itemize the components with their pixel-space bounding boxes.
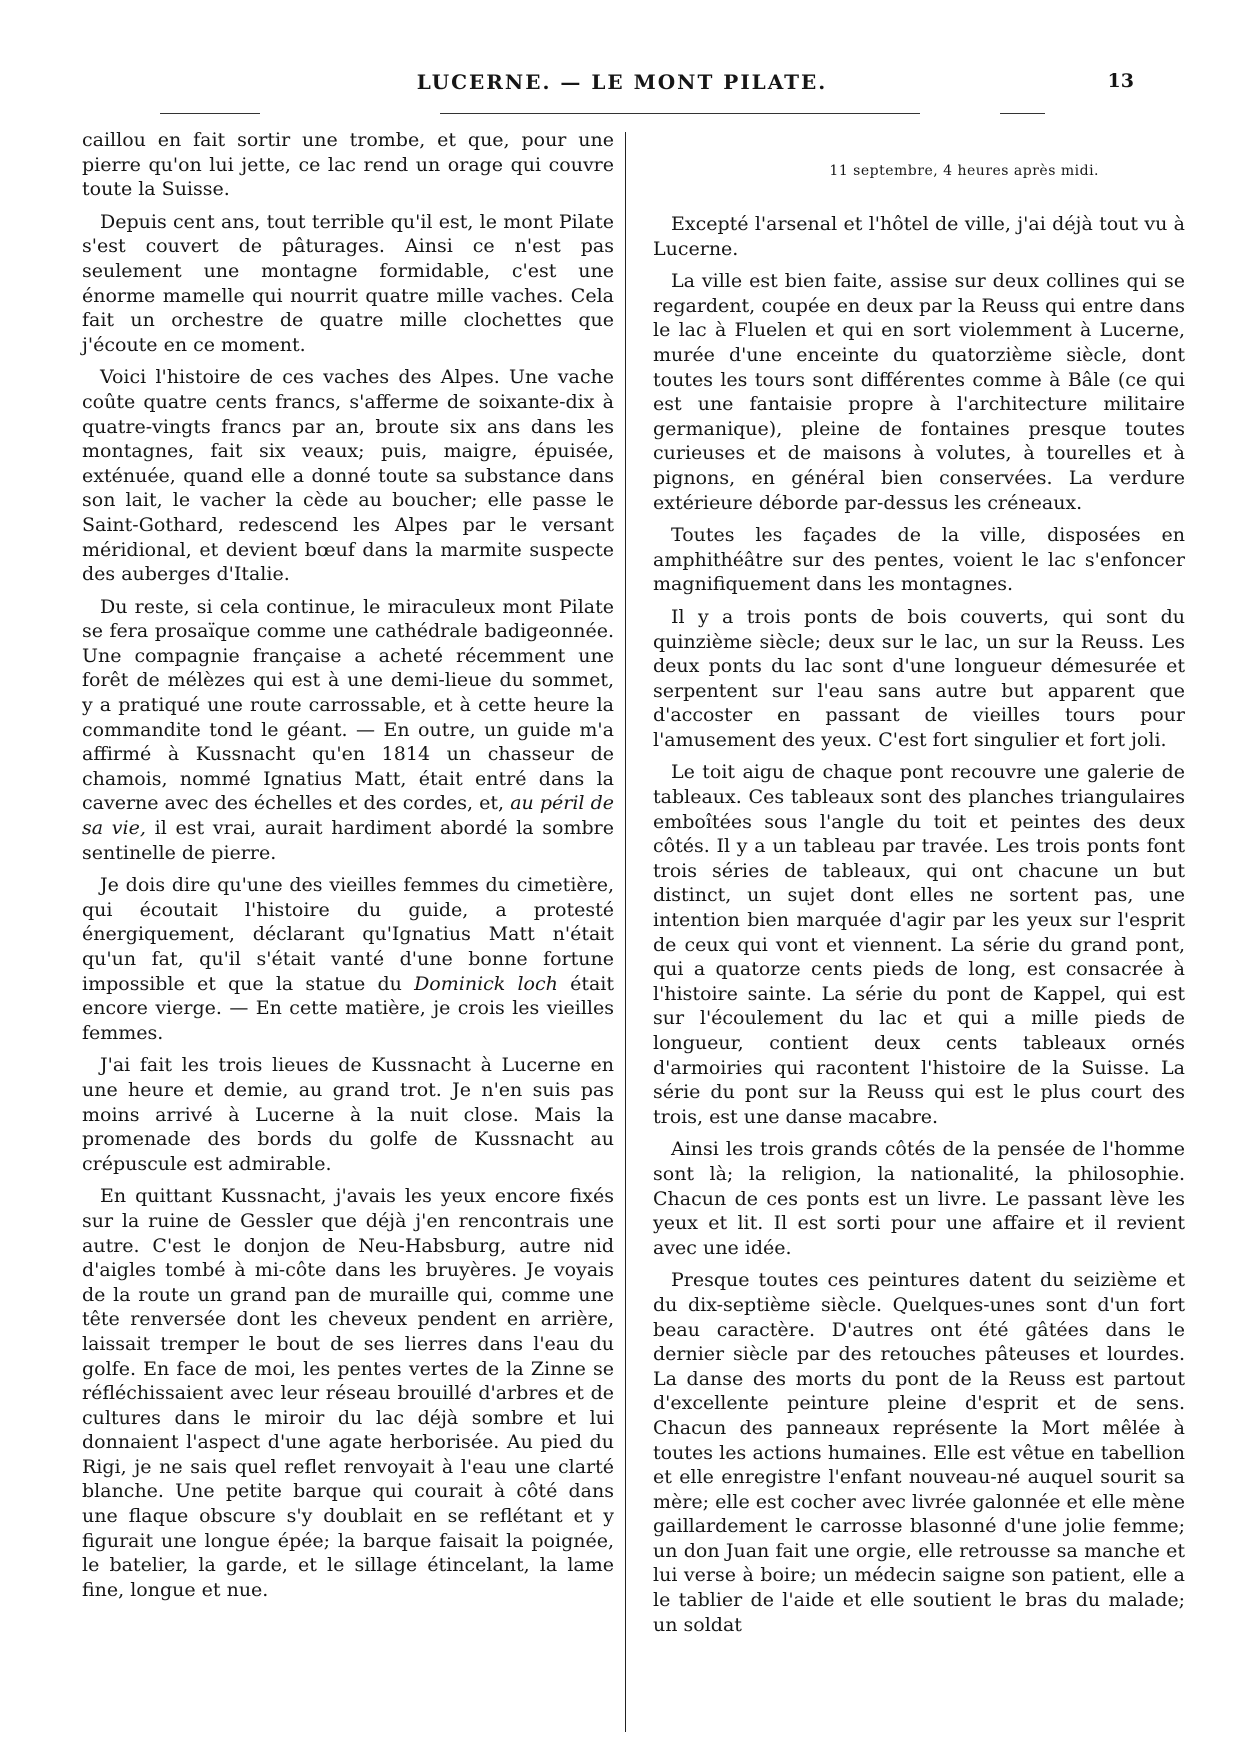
- paragraph: [82, 595, 614, 866]
- paragraph: Presque toutes ces peintures datent du seizième et du dix-septième siècle. Quelques-unes sont d'un fort beau caractère. D'autres ont été gâtées dans le dernier siècle par des retouches pâteuses et lourdes. La danse des morts du pont de la Reuss est partout d'excellente peinture pleine d'esprit et de sens. Chacun des panneaux représente la Mort mêlée à toutes les actions humaines. Elle est vêtue en tabellion et elle enregistre l'enfant nouveau-né auquel sourit sa mère; elle est cocher avec livrée galonnée et elle mène gaillardement le carrosse blasonné d'une jolie femme; un don Juan fait une orgie, elle retrousse sa manche et lui verse à boire; un médecin saigne son patient, elle a le tablier de l'aide et elle soutient le bras du malade; un soldat: [653, 1269, 1185, 1636]
- header-rule: [440, 113, 920, 114]
- right-column: [653, 212, 1185, 1645]
- paragraph: [82, 873, 614, 1045]
- italic-phrase: Dominick loch: [414, 972, 558, 995]
- text-run: Je dois dire qu'une des vieilles femmes du cimetière, qui écoutait l'histoire du guide, a protesté énergiquement, déclarant qu'Ignatius Matt n'était qu'un fat, qu'il s'était vanté d'une bonne fortune impossible et que la statue du: [82, 874, 614, 995]
- text-run: Du reste, si cela continue, le miraculeux mont Pilate se fera prosaïque comme une cathédrale badigeonnée. Une compagnie française a acheté récemment une forêt de mélèzes qui est à une demi-lieue du sommet, y a pratiqué une route carrossable, et à cette heure la commandite tond le géant. — En outre, un guide m'a affirmé à Kussnacht qu'en 1814 un chasseur de chamois, nommé Ignatius Matt, était entré dans la caverne avec des échelles et des cordes, et,: [82, 595, 614, 815]
- paragraph: En quittant Kussnacht, j'avais les yeux encore fixés sur la ruine de Gessler que déjà j'en rencontrais une autre. C'est le donjon de Neu-Habsburg, autre nid d'aigles tombé à mi-côte dans les bruyères. Je voyais de la route un grand pan de muraille qui, comme une tête renversée dont les cheveux pendent en arrière, laissait tremper le bout de ses lierres dans l'eau du golfe. En face de moi, les pentes vertes de la Zinne se réfléchissaient avec leur réseau brouillé d'arbres et de cultures dans le miroir du lac déjà sombre et lui donnaient l'aspect d'une agate herborisée. Au pied du Rigi, je ne sais quel reflet renvoyait à l'eau une clarté blanche. Une petite barque qui courait à côté dans une flaque obscure s'y doublait en se reflétant et y figurait une longue épée; la barque faisait la poignée, le batelier, la garde, et le sillage étincelant, la lame fine, longue et nue.: [82, 1185, 614, 1601]
- paragraph: Il y a trois ponts de bois couverts, qui sont du quinzième siècle; deux sur le lac, un sur la Reuss. Les deux ponts du lac sont d'une longueur démesurée et serpentent sur l'eau sans autre but apparent que d'accoster en passant de vieilles tours pour l'amusement des yeux. C'est fort singulier et fort joli.: [653, 605, 1185, 751]
- paragraph: La ville est bien faite, assise sur deux collines qui se regardent, coupée en deux par la Reuss qui entre dans le lac à Fluelen et qui en sort violemment à Lucerne, murée d'une enceinte du quatorzième siècle, dont toutes les tours sont différentes comme à Bâle (ce qui est une fantaisie propre à l'architecture militaire germanique), pleine de fontaines presque toutes curieuses et de maisons à volutes, à tourelles et à pignons, en général bien conservées. La verdure extérieure déborde par-dessus les créneaux.: [653, 270, 1185, 514]
- page-number: 13: [1107, 70, 1134, 92]
- header-rule: [160, 113, 260, 114]
- paragraph: J'ai fait les trois lieues de Kussnacht à Lucerne en une heure et demie, au grand trot. Je n'en suis pas moins arrivé à Lucerne à la nuit close. Mais la promenade des bords du golfe de Kussnacht au crépuscule est admirable.: [82, 1054, 614, 1175]
- header-rule: [1000, 113, 1045, 114]
- paragraph: Voici l'histoire de ces vaches des Alpes. Une vache coûte quatre cents francs, s'afferme de soixante-dix à quatre-vingts francs par an, broute six ans dans les montagnes, fait six veaux; puis, maigre, épuisée, exténuée, quand elle a donné toute sa substance dans son lait, le vacher la cède au boucher; elle passe le Saint-Gothard, redescend les Alpes par le versant méridional, et devient bœuf dans la marmite suspecte des auberges d'Italie.: [82, 366, 614, 586]
- paragraph: Depuis cent ans, tout terrible qu'il est, le mont Pilate s'est couvert de pâturages. Ainsi ce n'est pas seulement une montagne formidable, c'est une énorme mamelle qui nourrit quatre mille vaches. Cela fait un orchestre de quatre mille clochettes que j'écoute en ce moment.: [82, 210, 614, 356]
- italic-phrase: au péril de sa vie,: [82, 792, 614, 840]
- paragraph: Toutes les façades de la ville, disposées en amphithéâtre sur des pentes, voient le lac s'enfoncer magnifiquement dans les montagnes.: [653, 524, 1185, 596]
- dateline: 11 septembre, 4 heures après midi.: [829, 163, 1099, 179]
- paragraph: Ainsi les trois grands côtés de la pensée de l'homme sont là; la religion, la nationalité, la philosophie. Chacun de ces ponts est un livre. Le passant lève les yeux et lit. Il est sorti pour une affaire et il revient avec une idée.: [653, 1138, 1185, 1259]
- text-run: il est vrai, aurait hardiment abordé la sombre sentinelle de pierre.: [82, 817, 614, 864]
- page-header: [82, 68, 1162, 100]
- left-column: [82, 128, 614, 1610]
- text-run: était encore vierge. — En cette matière, je crois les vieilles femmes.: [82, 972, 615, 1044]
- paragraph: Le toit aigu de chaque pont recouvre une galerie de tableaux. Ces tableaux sont des planches triangulaires emboîtées sous l'angle du toit et peintes des deux côtés. Il y a un tableau par travée. Les trois ponts font trois séries de tableaux, qui ont chacune un but distinct, un sujet dont elles ne sortent pas, une intention bien marquée d'agir par les yeux sur l'esprit de ceux qui vont et viennent. La série du grand pont, qui a quatorze cents pieds de long, est consacrée à l'histoire sainte. La série du pont de Kappel, qui est sur l'écoulement du lac et qui a mille pieds de longueur, contient deux cents tableaux ornés d'armoiries qui racontent l'histoire de la Suisse. La série du pont sur la Reuss qui est le plus court des trois, est une danse macabre.: [653, 761, 1185, 1128]
- paragraph: Excepté l'arsenal et l'hôtel de ville, j'ai déjà tout vu à Lucerne.: [653, 213, 1185, 260]
- running-title: LUCERNE. — LE MONT PILATE.: [416, 70, 828, 94]
- column-divider: [625, 132, 626, 1732]
- paragraph: caillou en fait sortir une trombe, et que, pour une pierre qu'on lui jette, ce lac rend un orage qui couvre toute la Suisse.: [82, 129, 614, 201]
